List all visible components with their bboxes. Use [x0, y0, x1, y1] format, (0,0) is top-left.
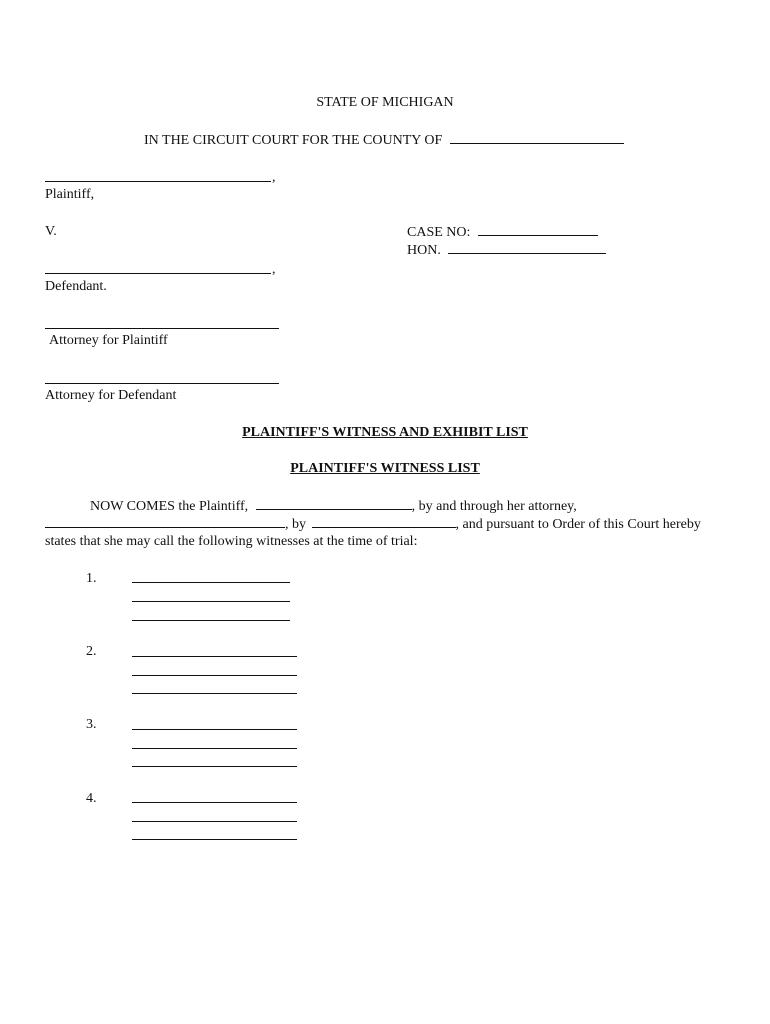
witness-3-line-3[interactable] [132, 766, 297, 767]
body-line-1-end: , by and through her attorney, [411, 499, 577, 514]
body-line-1-start: NOW COMES the Plaintiff, [90, 499, 249, 514]
witness-4-line-1[interactable] [132, 802, 297, 803]
defendant-name-blank[interactable] [45, 273, 271, 274]
defendant-label: Defendant. [45, 279, 107, 294]
judge-name-blank[interactable] [448, 241, 606, 254]
county-blank[interactable] [450, 131, 624, 144]
case-number-blank[interactable] [478, 223, 598, 236]
attorney-name-inline-blank[interactable] [45, 515, 285, 528]
state-heading: STATE OF MICHIGAN [316, 95, 454, 110]
witness-3-number: 3. [86, 717, 97, 732]
hon-row [407, 241, 606, 260]
body-line-3: states that she may call the following witnesses at the time of trial: [45, 534, 418, 549]
body-line-1 [90, 497, 577, 516]
versus-label: V. [45, 224, 57, 239]
court-heading-text: IN THE CIRCUIT COURT FOR THE COUNTY OF [144, 133, 443, 148]
plaintiff-comma: , [272, 170, 276, 185]
defendant-attorney-blank[interactable] [45, 383, 279, 384]
document-title: PLAINTIFF'S WITNESS AND EXHIBIT LIST [242, 425, 528, 440]
body-line-2-mid: , by [285, 517, 306, 532]
witness-1-line-2[interactable] [132, 601, 290, 602]
case-number-label: CASE NO: [407, 225, 471, 240]
plaintiff-attorney-label: Attorney for Plaintiff [49, 333, 168, 348]
witness-2-line-2[interactable] [132, 675, 297, 676]
case-number-row [407, 223, 598, 242]
witness-4-line-3[interactable] [132, 839, 297, 840]
witness-1-line-3[interactable] [132, 620, 290, 621]
court-heading [144, 131, 624, 150]
section-title: PLAINTIFF'S WITNESS LIST [290, 461, 480, 476]
plaintiff-attorney-blank[interactable] [45, 328, 279, 329]
witness-2-line-3[interactable] [132, 693, 297, 694]
defendant-attorney-label: Attorney for Defendant [45, 388, 177, 403]
firm-name-inline-blank[interactable] [312, 515, 456, 528]
plaintiff-label: Plaintiff, [45, 187, 95, 202]
witness-2-number: 2. [86, 644, 97, 659]
plaintiff-name-inline-blank[interactable] [256, 497, 412, 510]
witness-1-line-1[interactable] [132, 582, 290, 583]
witness-1-number: 1. [86, 571, 97, 586]
hon-label: HON. [407, 243, 441, 258]
body-line-2 [45, 515, 701, 534]
body-line-2-end: , and pursuant to Order of this Court hereby [455, 517, 701, 532]
plaintiff-name-blank[interactable] [45, 181, 271, 182]
defendant-comma: , [272, 262, 276, 277]
witness-3-line-2[interactable] [132, 748, 297, 749]
witness-4-number: 4. [86, 791, 97, 806]
witness-3-line-1[interactable] [132, 729, 297, 730]
witness-2-line-1[interactable] [132, 656, 297, 657]
witness-4-line-2[interactable] [132, 821, 297, 822]
